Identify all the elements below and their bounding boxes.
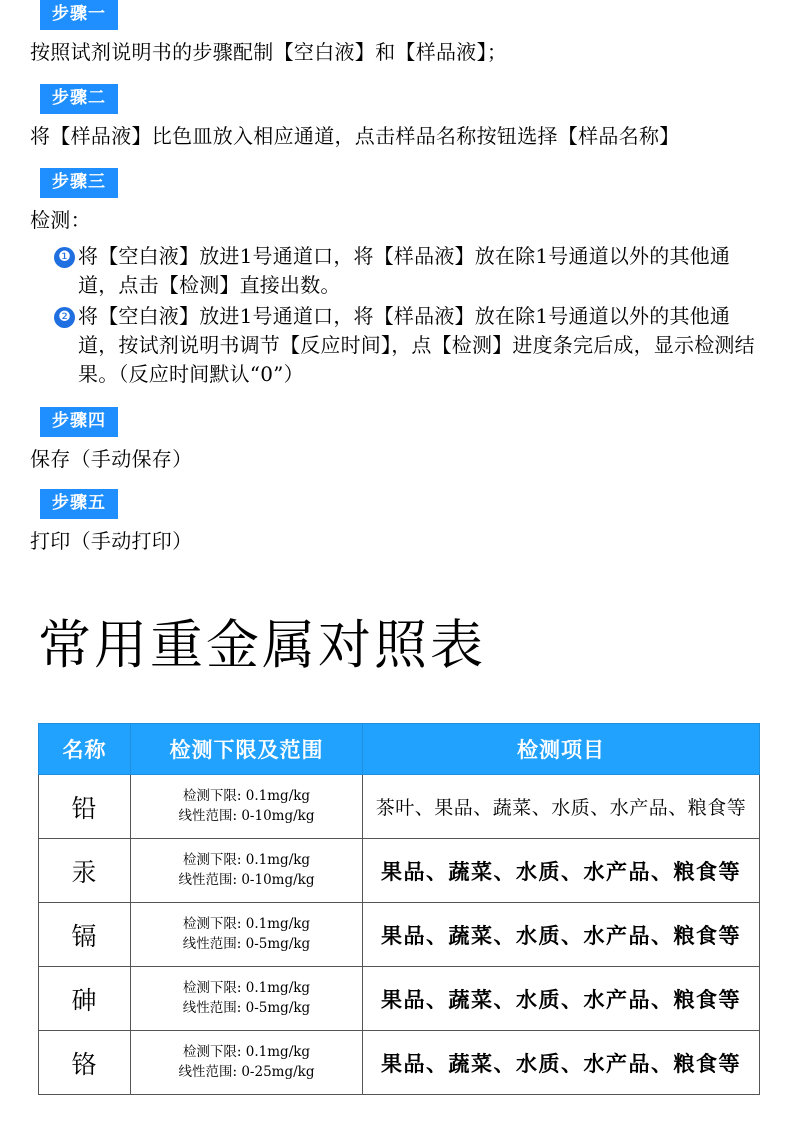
cell-name: 镉 [39,903,131,967]
cell-name: 铬 [39,1031,131,1095]
substep-list [30,242,760,389]
step-badge-row-1 [40,0,760,30]
table-header-items: 检测项目 [363,724,760,775]
limit-line-1: 检测下限: 0.1mg/kg [182,916,311,933]
limit-line-2: 线性范围: 0-10mg/kg [178,871,315,888]
table-header-name: 名称 [39,724,131,775]
list-item [30,242,760,300]
limit-line-2: 线性范围: 0-5mg/kg [182,999,311,1016]
limit-line-2: 线性范围: 0-10mg/kg [178,807,315,824]
limit-line-1: 检测下限: 0.1mg/kg [182,788,311,805]
cell-limit [131,839,363,903]
step-text-4: 保存（手动保存） [30,447,193,471]
page-title: 常用重金属对照表 [38,615,486,676]
cell-items: 果品、蔬菜、水质、水产品、粮食等 [363,1031,760,1095]
limit-line-1: 检测下限: 0.1mg/kg [182,980,311,997]
table-row [39,903,760,967]
substep-text-1: 将【空白液】放进1号通道口，将【样品液】放在除1号通道以外的其他通道，点击【检测】直接出数。 [78,244,731,297]
table-header-limit: 检测下限及范围 [131,724,363,775]
substep-text-2: 将【空白液】放进1号通道口，将【样品液】放在除1号通道以外的其他通道，按试剂说明书调节【反应时间】，点【检测】进度条完后成，显示检测结果。（反应时间默认“0”） [78,304,755,386]
cell-limit [131,1031,363,1095]
circle-number-icon-2: ❷ [54,307,75,328]
cell-name: 砷 [39,967,131,1031]
step-badge-5: 步骤五 [40,489,118,519]
table-row [39,1031,760,1095]
cell-limit [131,775,363,839]
step-text-3: 检测： [30,208,91,232]
table-header-row [39,724,760,775]
list-item [30,302,760,389]
step-text-2: 将【样品液】比色皿放入相应通道，点击样品名称按钮选择【样品名称】 [30,124,680,148]
table-row [39,839,760,903]
step-badge-row-5 [40,489,760,519]
step-badge-row-2 [40,84,760,114]
cell-items: 果品、蔬菜、水质、水产品、粮食等 [363,839,760,903]
metals-table [38,723,760,1095]
step-text-5: 打印（手动打印） [30,529,193,553]
limit-line-1: 检测下限: 0.1mg/kg [182,1044,311,1061]
cell-items: 果品、蔬菜、水质、水产品、粮食等 [363,967,760,1031]
step-badge-1: 步骤一 [40,0,118,30]
cell-name: 铅 [39,775,131,839]
metals-table-wrapper [38,723,760,1095]
step-badge-2: 步骤二 [40,84,118,114]
step-badge-4: 步骤四 [40,407,118,437]
cell-limit [131,967,363,1031]
cell-items: 果品、蔬菜、水质、水产品、粮食等 [363,903,760,967]
limit-line-2: 线性范围: 0-5mg/kg [182,935,311,952]
cell-limit [131,903,363,967]
step-text-1: 按照试剂说明书的步骤配制【空白液】和【样品液】； [30,40,508,64]
step-badge-3: 步骤三 [40,168,118,198]
step-badge-row-3 [40,168,760,198]
cell-name: 汞 [39,839,131,903]
limit-line-1: 检测下限: 0.1mg/kg [182,852,311,869]
cell-items: 茶叶、果品、蔬菜、水质、水产品、粮食等 [363,775,760,839]
table-row [39,775,760,839]
step-badge-row-4 [40,407,760,437]
circle-number-icon-1: ❶ [54,247,75,268]
limit-line-2: 线性范围: 0-25mg/kg [178,1063,315,1080]
table-row [39,967,760,1031]
